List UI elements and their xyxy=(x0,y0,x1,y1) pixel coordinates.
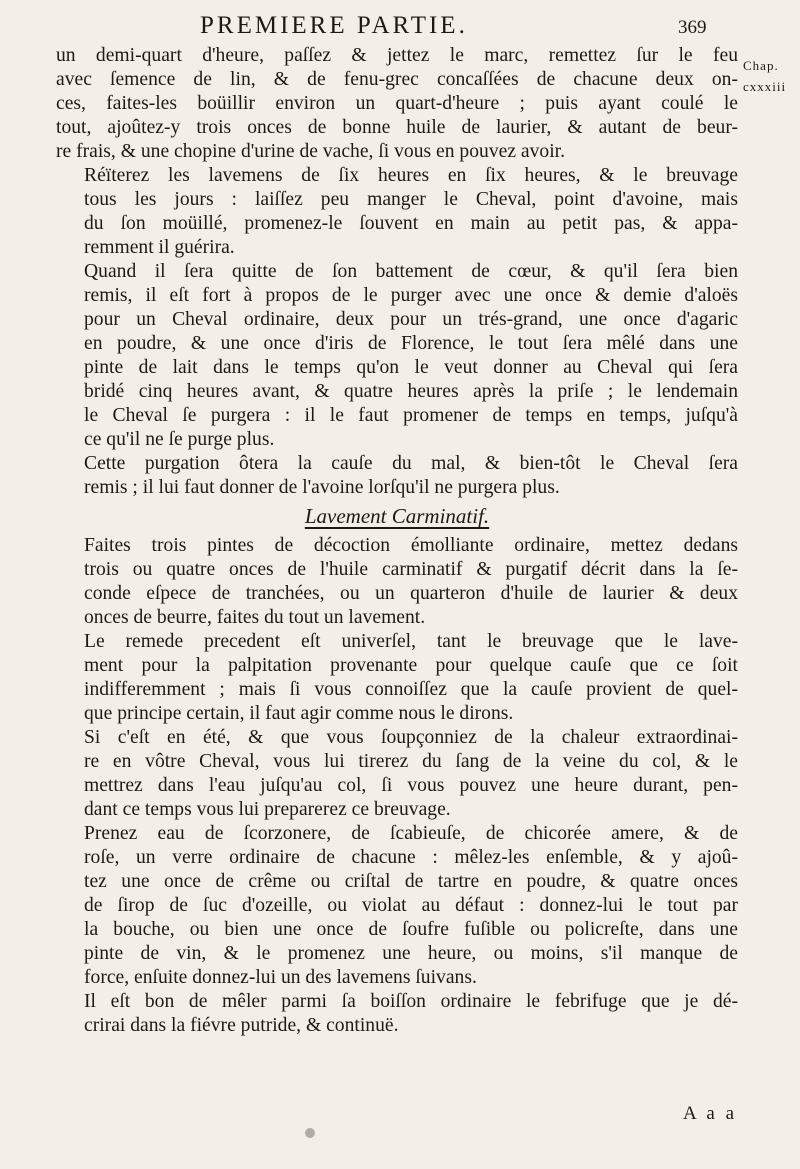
margin-note-chapter: Chap. xyxy=(743,58,779,73)
paragraph xyxy=(56,164,738,260)
text-line: ce qu'il ne ſe purge plus. xyxy=(84,429,275,450)
text-line: onces de beurre, faites du tout un lavement. xyxy=(84,607,426,628)
text-part-1 xyxy=(56,44,738,500)
text-line: un demi-quart d'heure, paſſez & jettez le marc, remettez ſur le feu xyxy=(56,45,738,66)
text-line: du ſon moüillé, promenez-le ſouvent en main au petit pas, & appa- xyxy=(84,213,738,234)
text-line: le Cheval ſe purgera : il le faut promener de temps en temps, juſqu'à xyxy=(84,405,738,426)
text-line: remment il guérira. xyxy=(84,237,235,258)
paragraph xyxy=(56,260,738,452)
paragraph xyxy=(56,726,738,822)
paragraph xyxy=(56,822,738,990)
text-line: force, enſuite donnez-lui un des lavemens ſuivans. xyxy=(84,967,477,988)
text-line: de ſirop de ſuc d'ozeille, ou violat au défaut : donnez-lui le tout par xyxy=(84,895,738,916)
text-line: remis, il eſt fort à propos de le purger avec une once & demie d'aloës xyxy=(84,285,738,306)
paragraph xyxy=(56,44,738,164)
text-line: trois ou quatre onces de l'huile carminatif & purgatif décrit dans la ſe- xyxy=(84,559,738,580)
text-line: ces, faites-les boüillir environ un quart-d'heure ; puis ayant coulé le xyxy=(56,93,738,114)
printer-ornament xyxy=(305,1128,315,1138)
margin-note-number: cxxxiii xyxy=(743,79,787,94)
text-line: Le remede precedent eſt univerſel, tant le breuvage que le lave- xyxy=(84,631,738,652)
paragraph xyxy=(56,630,738,726)
section-heading: Lavement Carminatif. xyxy=(304,504,490,528)
text-line: indifferemment ; mais ſi vous connoiſſez que la cauſe provient de quel- xyxy=(84,679,738,700)
text-line: Si c'eſt en été, & que vous ſoupçonniez de la chaleur extraordinai- xyxy=(84,727,738,748)
text-line: la bouche, ou bien une once de ſoufre fuſible ou policreſte, dans une xyxy=(84,919,738,940)
text-line: Il eſt bon de mêler parmi ſa boiſſon ordinaire le febrifuge que je dé- xyxy=(84,991,738,1012)
text-line: pinte de vin, & le promenez une heure, ou moins, s'il manque de xyxy=(84,943,738,964)
text-line: Prenez eau de ſcorzonere, de ſcabieuſe, de chicorée amere, & de xyxy=(84,823,738,844)
text-line: roſe, un verre ordinaire de chacune : mêlez-les enſemble, & y ajoû- xyxy=(84,847,738,868)
text-line: que principe certain, il faut agir comme nous le dirons. xyxy=(84,703,514,724)
text-line: mettrez dans l'eau juſqu'au col, ſi vous pouvez une heure durant, pen- xyxy=(84,775,738,796)
paragraph xyxy=(56,452,738,500)
text-line: bridé cinq heures avant, & quatre heures après la priſe ; le lendemain xyxy=(84,381,738,402)
text-line: en poudre, & une once d'iris de Florence, le tout ſera mêlé dans une xyxy=(84,333,738,354)
text-line: Réïterez les lavemens de ſix heures en ſix heures, & le breuvage xyxy=(84,165,738,186)
text-line: tout, ajoûtez-y trois onces de bonne huile de laurier, & autant de beur- xyxy=(56,117,738,138)
text-line: tous les jours : laiſſez peu manger le Cheval, point d'avoine, mais xyxy=(84,189,738,210)
page-number: 369 xyxy=(678,17,707,38)
paragraph xyxy=(56,990,738,1038)
text-line: tez une once de crême ou criſtal de tartre en poudre, & quatre onces xyxy=(84,871,738,892)
body-text xyxy=(56,44,738,1038)
text-line: Cette purgation ôtera la cauſe du mal, & bien-tôt le Cheval ſera xyxy=(84,453,738,474)
text-line: Quand il ſera quitte de ſon battement de cœur, & qu'il ſera bien xyxy=(84,261,738,282)
running-title: PREMIERE PARTIE. xyxy=(200,12,468,39)
running-head xyxy=(0,8,800,42)
text-part-2 xyxy=(56,534,738,1038)
signature-mark: A a a xyxy=(683,1103,738,1124)
text-line: conde eſpece de tranchées, ou un quarteron d'huile de laurier & deux xyxy=(84,583,738,604)
text-line: crirai dans la fiévre putride, & continuë. xyxy=(84,1015,399,1036)
text-line: pinte de lait dans le temps qu'on le veut donner au Cheval qui ſera xyxy=(84,357,738,378)
text-line: ment pour la palpitation provenante pour quelque cauſe que ce ſoit xyxy=(84,655,738,676)
paragraph xyxy=(56,534,738,630)
text-line: remis ; il lui faut donner de l'avoine lorſqu'il ne purgera plus. xyxy=(84,477,560,498)
text-line: re frais, & une chopine d'urine de vache, ſi vous en pouvez avoir. xyxy=(56,141,565,162)
text-line: re en vôtre Cheval, vous lui tirerez du ſang de la veine du col, & le xyxy=(84,751,738,772)
text-line: dant ce temps vous lui preparerez ce breuvage. xyxy=(84,799,451,820)
text-line: pour un Cheval ordinaire, deux pour un trés-grand, une once d'agaric xyxy=(84,309,738,330)
text-line: Faites trois pintes de décoction émolliante ordinaire, mettez dedans xyxy=(84,535,738,556)
text-line: avec ſemence de lin, & de fenu-grec concaſſées de chacune deux on- xyxy=(56,69,738,90)
margin-note xyxy=(743,55,799,97)
